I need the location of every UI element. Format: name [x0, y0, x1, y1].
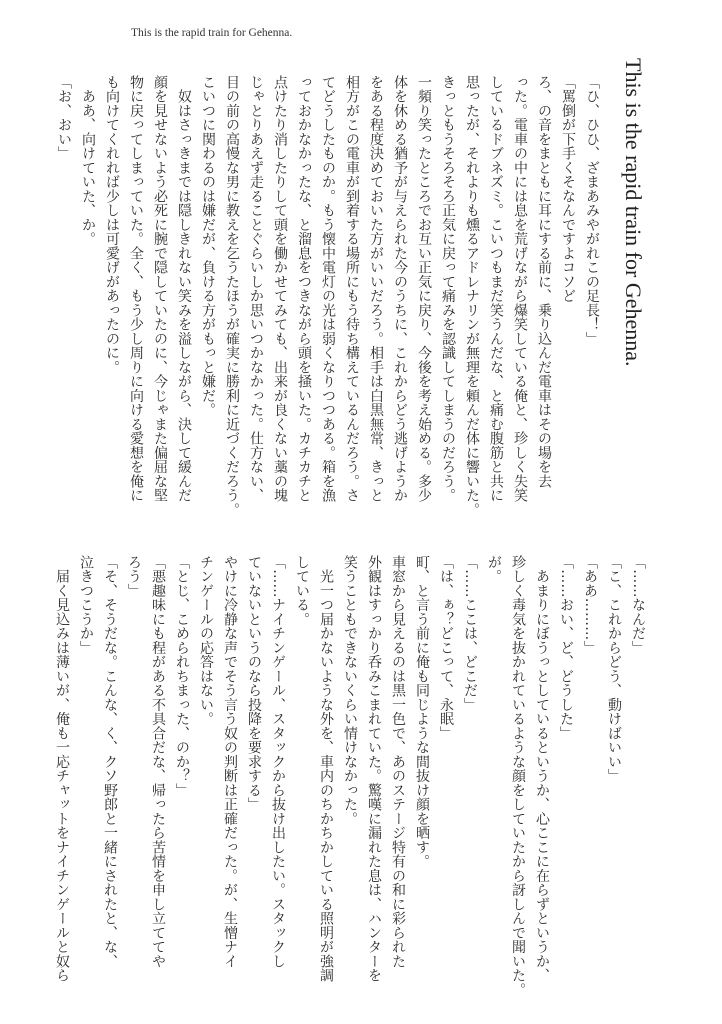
- text-line: きっともうそろそろ正気に戻って痛みを認識してしまうのだろう。: [440, 75, 456, 503]
- chapter-title: This is the rapid train for Gehenna.: [621, 58, 646, 367]
- text-line: をある程度決めておいた方がいいだろう。相手は白黒無常、きっと: [368, 75, 384, 503]
- text-line: った。電車の中には息を荒げながら爆笑している俺と、珍しく失笑: [512, 75, 528, 503]
- text-line: ていないというのなら投降を要求する」: [246, 555, 262, 812]
- text-line: 「こ、これからどう、動けばいい」: [606, 555, 622, 783]
- text-line: 笑うこともできないくらい情けなかった。: [342, 555, 358, 826]
- text-line: チンゲールの応答はない。: [198, 555, 214, 726]
- text-line: 「……おい、ど、どうした」: [558, 555, 574, 741]
- text-line: じゃとりあえず走ることぐらいしか思いつかなかった。仕方ない、: [248, 75, 264, 503]
- text-line: 目の前の高慢な男に教えを乞うたほうが確実に勝利に近づくだろう。: [224, 75, 240, 517]
- text-line: 外観はすっかり呑みこまれていた。驚嘆に漏れた息は、ハンターを: [366, 555, 382, 983]
- text-line: しているドブネズミ。こいつもまだ笑うんだな、と痛む腹筋と共に: [488, 75, 504, 503]
- text-line: 奴はさっきまでは隠しきれない笑みを溢しながら、決して緩んだ: [176, 75, 192, 503]
- text-line: 思ったが、それよりも燻るアドレナリンが無理を頼んだ体に響いた。: [464, 75, 480, 517]
- text-line: ああ、向けていた、か。: [80, 75, 96, 246]
- text-line: 「罵倒が下手くそなんですよコソど: [560, 75, 576, 303]
- text-line: 町、と言う前に俺も同じような間抜け顔を晒す。: [414, 555, 430, 869]
- text-line: が。: [486, 555, 502, 584]
- text-tier-bottom: [50, 555, 650, 997]
- text-line: ろ、の音をまともに耳にする前に、乗り込んだ電車はその場を去: [536, 75, 552, 489]
- text-line: てどうしたものか。もう懐中電灯の光は弱くなりつつある。箱を漁: [320, 75, 336, 503]
- text-line: 珍しく毒気を抜かれているような顔をしていたから訝しんで聞いた。: [510, 555, 526, 997]
- text-line: 光一つ届かないような外を、車内のちかちかしている照明が強調: [318, 555, 334, 983]
- text-line: も向けてくれれば少しは可愛げがあったのに。: [104, 75, 120, 375]
- text-line: 「とじ、こめられちまった、のか？」: [174, 555, 190, 798]
- text-line: 物に戻ってしまっていた。全く、もう少し周りに向ける愛想を俺に: [128, 75, 144, 503]
- text-line: 「……ここは、どこだ」: [462, 555, 478, 712]
- text-line: 「ああ………」: [582, 555, 598, 655]
- text-line: している。: [294, 555, 310, 627]
- text-line: 「そ、そうだな。こんな、く、クソ野郎と一緒にされたと、な、: [102, 555, 118, 969]
- text-line: 顔を見せないよう必死に腕で隠していたのに、今じゃまた偏屈な堅: [152, 75, 168, 503]
- text-line: 「……ナイチンゲール、スタックから抜け出したい。スタックし: [270, 555, 286, 969]
- text-line: 届く見込みは薄いが、俺も一応チャットをナイチンゲールと奴ら: [54, 555, 70, 983]
- running-header: This is the rapid train for Gehenna.: [131, 27, 293, 39]
- text-line: 「……なんだ」: [630, 555, 646, 655]
- text-line: 「ひ、ひひ、ざまあみやがれこの足長！」: [584, 75, 600, 346]
- text-line: ろう」: [126, 555, 142, 598]
- text-line: 体を休める猶予が与えられた今のうちに、これからどう逃げようか: [392, 75, 408, 503]
- text-tier-top: [52, 75, 604, 517]
- text-line: 一頻り笑ったところでお互い正気に戻り、今後を考え始める。多少: [416, 75, 432, 503]
- text-line: 「お、おい」: [56, 75, 72, 161]
- text-line: 相方がこの電車が到着する場所にもう待ち構えているんだろう。さ: [344, 75, 360, 503]
- text-line: 「は、ぁ？どこって、永眠」: [438, 555, 454, 741]
- text-line: 車窓から見えるのは黒一色で、あのステージ特有の和に彩られた: [390, 555, 406, 969]
- text-line: っておかなかったな、と溜息をつきながら頭を掻いた。カチカチと: [296, 75, 312, 503]
- text-line: あまりにぼうっとしているというか、心ここに在らずというか、: [534, 555, 550, 983]
- text-line: 点けたり消したりして頭を働かせてみても、出来が良くない藁の塊: [272, 75, 288, 503]
- text-line: こいつに関わるのは嫌だが、負ける方がもっと嫌だ。: [200, 75, 216, 417]
- text-line: やけに冷静な声でそう言う奴の判断は正確だった。が、生憎ナイ: [222, 555, 238, 969]
- text-line: 泣きつこうか」: [78, 555, 94, 655]
- text-line: 「悪趣味にも程がある不具合だな、帰ったら苦情を申し立ててや: [150, 555, 166, 969]
